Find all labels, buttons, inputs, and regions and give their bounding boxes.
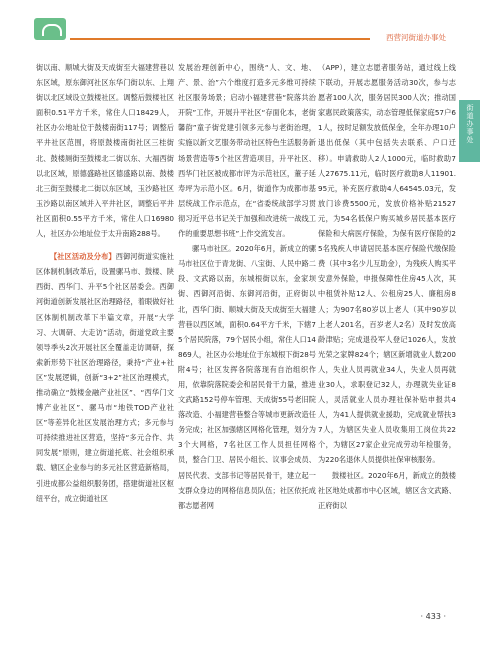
section-heading: 【社区活动及分布】 (50, 252, 116, 262)
text-column-2 (178, 60, 316, 600)
paragraph-with-heading (36, 249, 174, 506)
side-section-tab (459, 100, 480, 162)
paragraph: 骡马市社区。2020年6月，新成立的骡马市社区位于青龙街、八宝街、人民中路二段、文武路以南，东城根街以东，金家坝街、西御河沿街、东御河沿街，正府街以北，西华门街、顺城大街及天成街至大福建营巷以西区域，面积0.64平方千米，下辖75个居民院落，79个居民小组，常住人口14869人，社区办公地址位于东城根下街28号附4号；社区发挥各院落现有自治组织作用，依靠院落院委会和居民骨干力量，推进文武路152号停车管理、天成街55号老旧院落改造、小福建营巷整合等城市更新改造任务完成；社区加强辖区网格化管理，划分为3个大网格，7名社区工作人员担任网格员，整合门卫、居民小组长、议事会成员、居民代表、支部书记等居民骨干，建立起一支群众身边的网格信息员队伍；社区依托成都志愿者网 (178, 244, 316, 510)
header-rule (70, 38, 370, 40)
page-number: · 433 · (420, 612, 446, 621)
paragraph: 鼓楼社区。2020年6月，新成立的鼓楼社区地处成都市中心区域，辖区含文武路、正府街以 (318, 470, 456, 510)
paragraph: （APP），建立志愿者服务站，通过线上线下联动，开展志愿服务活动30次，参与志愿者100人次，服务居民300人次；推动国家惠民政策落实，动态管理低保家庭57户61人，按时足额发放低保金，全年办理10户退出低保（其中包括失去联系、户口迁移）。申请救助人2人1000元，临时救助7人27675.11元，临时医疗救助8人11901.95元，补充医疗救助4人64545.03元，发放门诊费5500元，发放价格补贴21527元，为54名低保户购买城乡居民基本医疗保险和大病医疗保险，为保有医疗保险的25名残疾人申请居民基本医疗保险代缴保险费（其中3名少儿互助金），为残疾人购买平安意外保险，申报保障性住房45人次，其中租赁补贴12人、公租房25人、廉租房8人；为907名80岁以上老人（其中90岁以上老人201名，百岁老人2名）及时发放高龄津贴；完成退役军人登记1026人，发放光荣之家牌824个；辖区新增就业人数200人，失业人员再就业34人，失业人员再就业30人，求职登记32人，办理就失业证8人，灵活就业人员办理社保补贴申报共4人，为41人提供就业援助，完成就业帮扶37人，为辖区失业人员收集用工岗位共22个，为辖区27家企业完成劳动年检服务，为220名退休人员提供社保审核服务。 (318, 63, 456, 465)
side-tab-label: 街道办事处 (466, 104, 474, 144)
header-ornament-icon (34, 18, 66, 40)
text-column-1 (36, 60, 174, 600)
text-column-3 (318, 60, 456, 600)
paragraph-body: 西御河街道实施社区体制机制改革后，设置骡马市、鼓楼、陕西街、西华门、升平5个社区居委会。西御河街道创新发展社区治理路径，着眼做好社区体制机制改革下半篇文章，开展“大学习、大调研、大走访”活动，街道党政主要领导季头2次开展社区全覆盖走访调研，探索新形势下社区治理路径，秉持“产业+社区”发展逻辑，创新“3+2”社区治理模式，推动确立“鼓楼金融产业社区”、“西华门文博产业社区”、骡马市“地铁TOD产业社区”等差异化社区发展治理方式；多元参与可持续推进社区营造，坚持“多元合作、共同发展”原则，建立街道托底、社会组织承载、辖区企业参与的多元社区营造新格局，引进成都公益组织服务团，搭建街道社区枢纽平台，成立街道社区 (36, 252, 174, 503)
paragraph: 街以南、顺城大街及天成街至大福建营巷以东区域，原东御河社区东华门街以东、上翔街以北区域设立鼓楼社区。调整后鼓楼社区面积0.51平方千米，常住人口18429人，社区办公地址位于鼓楼南街117号；调整后平井社区范围，将原鼓楼南街社区三桂街北、鼓楼厕街至鼓楼北二街以东、大福西街以北区域，原德盛路社区德盛路以南、鼓楼北三街至鼓楼北二街以东区域，玉沙路社区玉沙路以南区域并入平井社区，调整后平井社区面积0.55平方千米，常住人口16980人，社区办公地址位于太升南路288号。 (36, 63, 174, 239)
running-header-title: 西营河街道办事处 (386, 33, 446, 42)
paragraph: 发展治理创新中心，围绕“人、文、地、产、景、治”六个维度打造多元多维可持续社区服务场景；启动小福建营巷“院落共治开院”工作，开展升平社区“存面化本，老街馨韵”童子街党建引领多元参与老街治理，实施以新文艺服务带动社区特色生活服务新场景营造等5个社区营造项目，升平社区、西华门社区被成都市评为示范社区，董子延寿坪为示范小区。6月，街道作为成都市基层统战工作示范点，在“省委统战部学习贯彻习近平总书记关于加强和改进统一战线工作的重要思想书班”上作交流发言。 (178, 63, 316, 239)
